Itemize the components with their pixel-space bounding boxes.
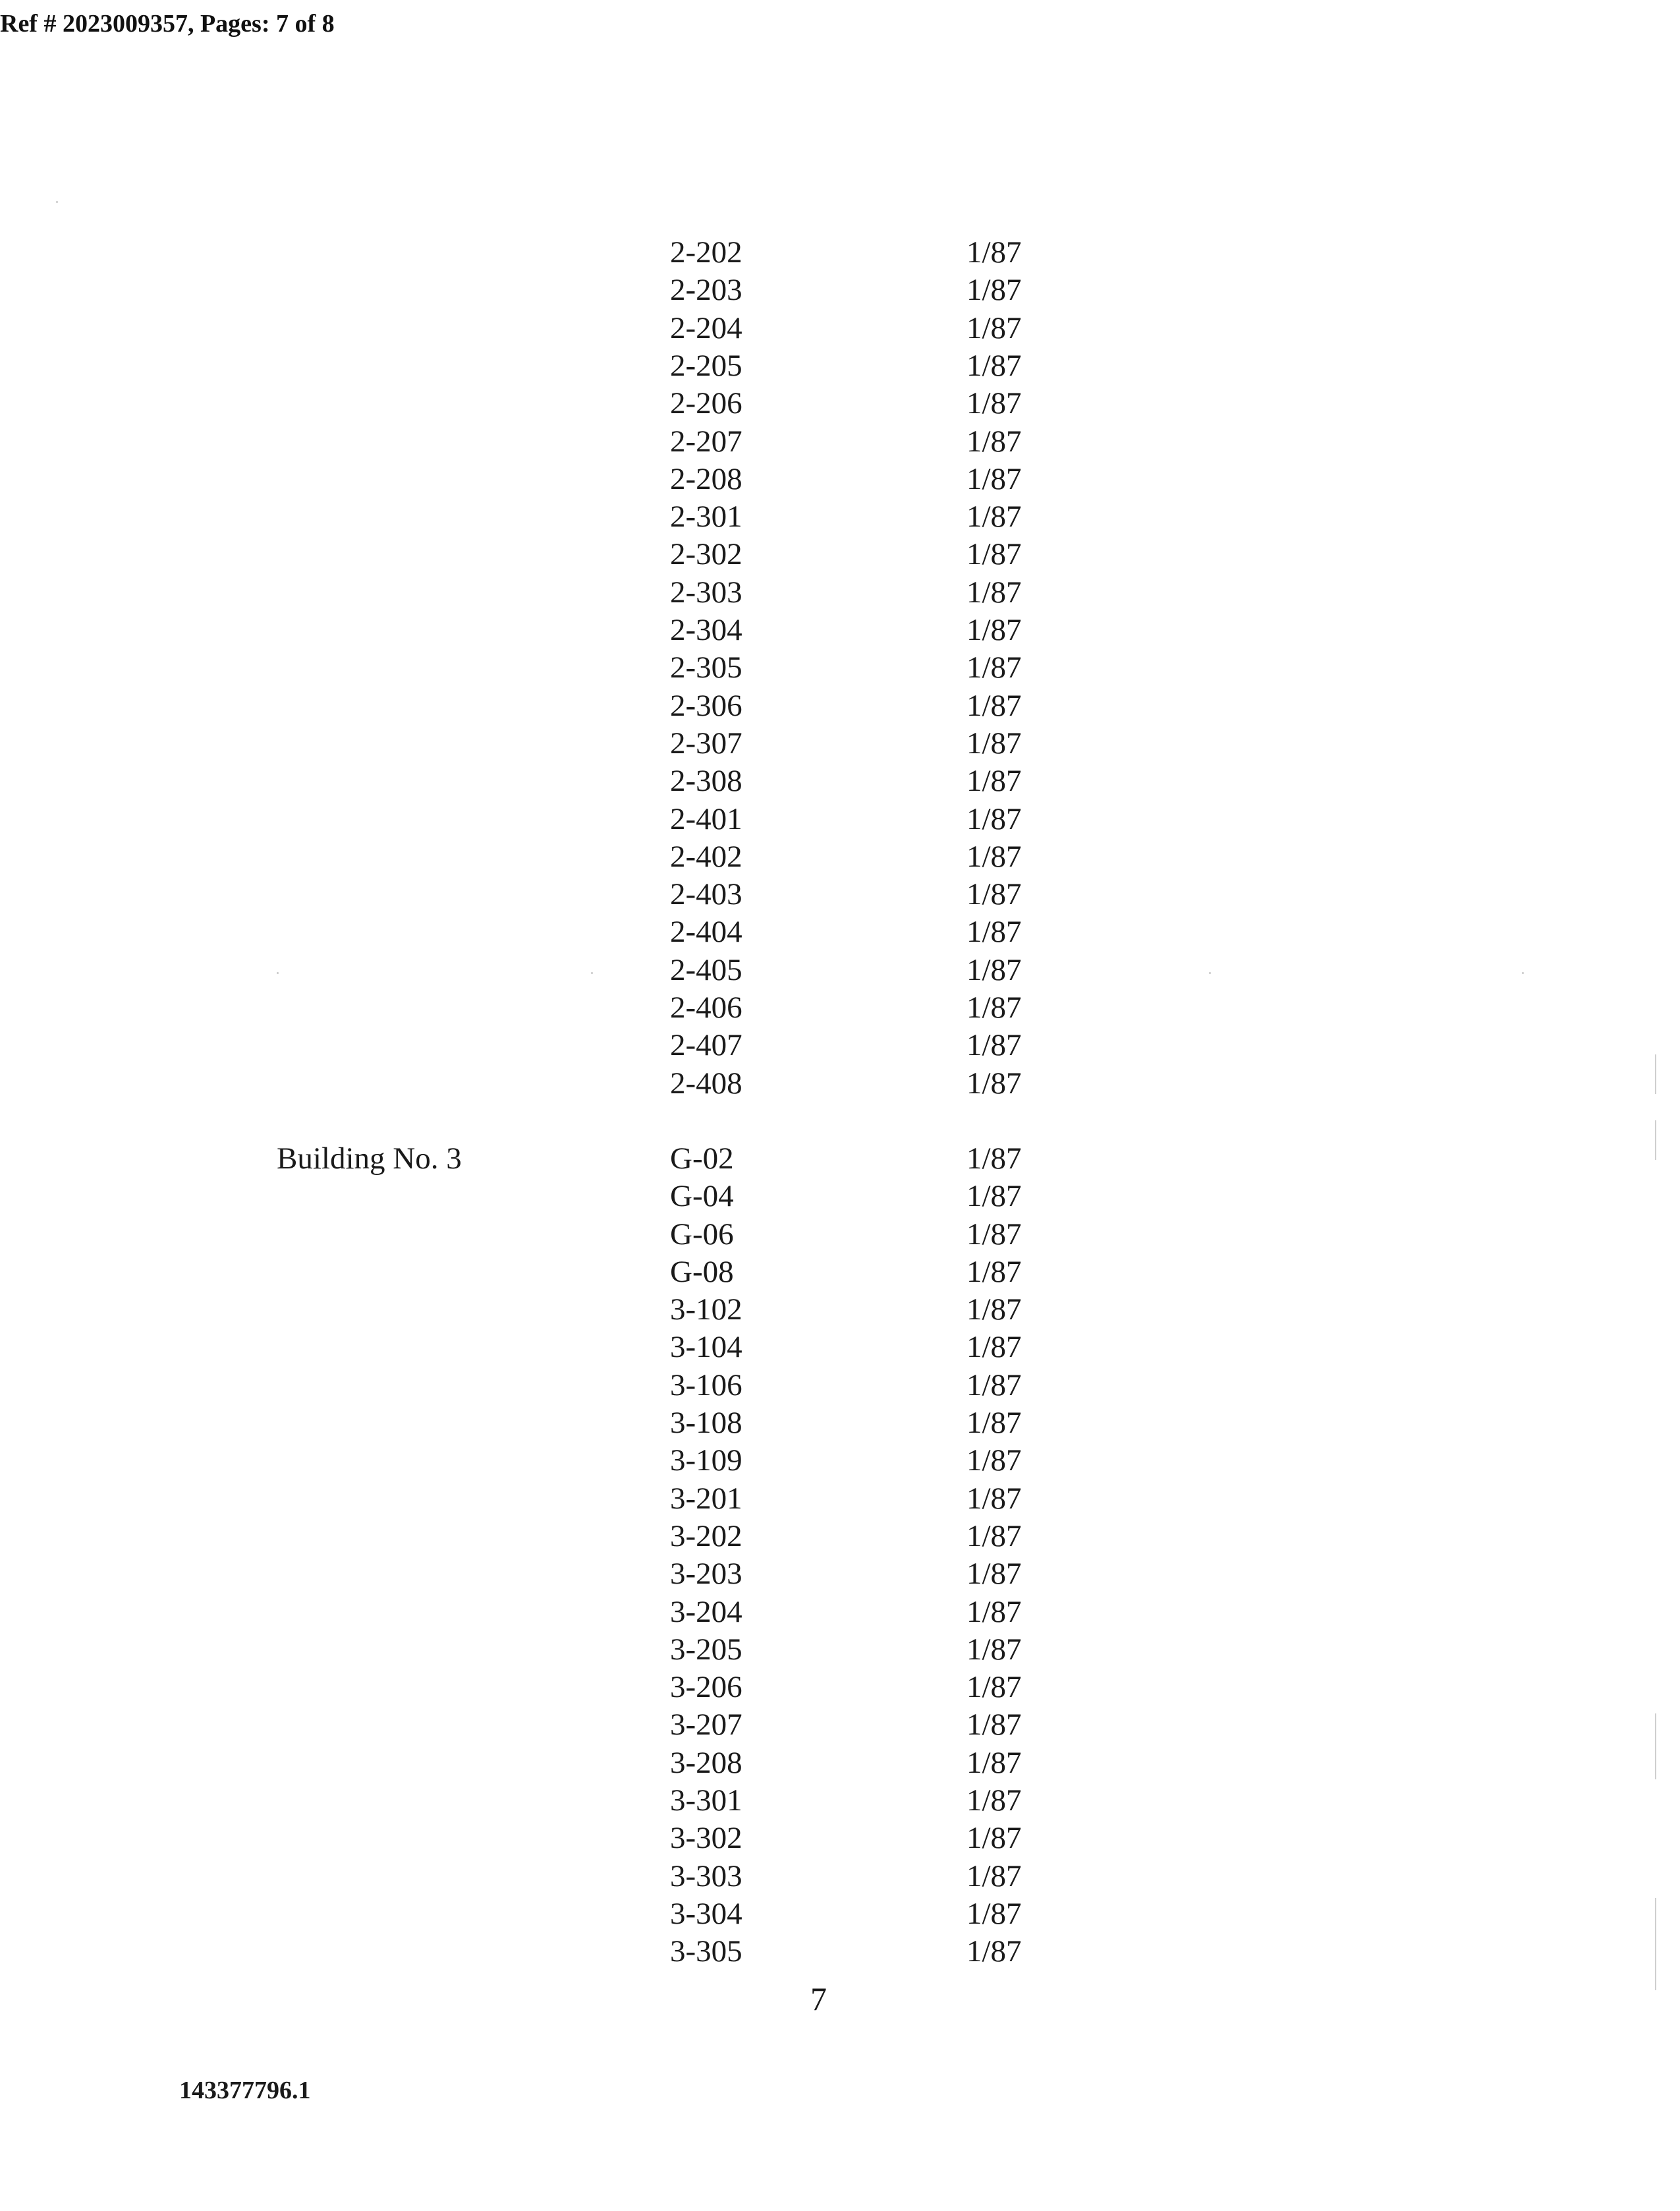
ownership-share: 1/87 (966, 424, 1022, 459)
document-reference-header: Ref # 2023009357, Pages: 7 of 8 (0, 10, 335, 38)
unit-number: 2-405 (670, 952, 742, 987)
table-row (0, 1404, 1318, 1442)
ownership-share: 1/87 (966, 1179, 1022, 1214)
unit-number: G-06 (670, 1217, 734, 1251)
unit-number: 2-308 (670, 764, 742, 799)
table-row (0, 1744, 1318, 1782)
table-row (0, 1178, 1318, 1215)
building-label: Building No. 3 (277, 1141, 462, 1176)
ownership-share: 1/87 (966, 1708, 1022, 1742)
table-row (0, 1027, 1318, 1064)
ownership-share: 1/87 (966, 952, 1022, 987)
table-row (0, 1442, 1318, 1479)
unit-number: 2-408 (670, 1066, 742, 1101)
table-row (0, 876, 1318, 913)
table-row (0, 649, 1318, 687)
scan-artifact (1209, 972, 1211, 974)
unit-number: 3-302 (670, 1821, 742, 1856)
ownership-share: 1/87 (966, 1594, 1022, 1629)
ownership-share: 1/87 (966, 650, 1022, 685)
ownership-share: 1/87 (966, 1141, 1022, 1176)
ownership-share: 1/87 (966, 764, 1022, 799)
unit-number: 2-207 (670, 424, 742, 459)
unit-number: 2-206 (670, 386, 742, 421)
unit-number: 2-203 (670, 273, 742, 308)
ownership-share: 1/87 (966, 1367, 1022, 1402)
ownership-share: 1/87 (966, 235, 1022, 270)
scan-artifact (591, 972, 593, 974)
table-row (0, 612, 1318, 649)
table-row (0, 1518, 1318, 1555)
unit-number: 2-303 (670, 575, 742, 610)
table-row (0, 423, 1318, 461)
table-row (0, 1329, 1318, 1366)
ownership-share: 1/87 (966, 537, 1022, 572)
scan-artifact (56, 201, 58, 203)
table-row (0, 1858, 1318, 1895)
ownership-share: 1/87 (966, 1745, 1022, 1780)
table-row (0, 1782, 1318, 1820)
unit-number: 3-203 (670, 1557, 742, 1592)
table-row (0, 536, 1318, 573)
ownership-share: 1/87 (966, 877, 1022, 912)
scan-artifact (1655, 1120, 1656, 1160)
table-row (0, 1820, 1318, 1857)
ownership-share: 1/87 (966, 1858, 1022, 1893)
unit-number: 3-104 (670, 1330, 742, 1365)
unit-number: 3-109 (670, 1443, 742, 1478)
ownership-share: 1/87 (966, 500, 1022, 534)
page-number: 7 (810, 1980, 827, 2017)
ownership-share: 1/87 (966, 613, 1022, 647)
unit-number: 2-302 (670, 537, 742, 572)
unit-number: 2-404 (670, 915, 742, 950)
unit-number: 3-102 (670, 1292, 742, 1327)
unit-number: 3-207 (670, 1708, 742, 1742)
table-row (0, 1555, 1318, 1593)
ownership-share: 1/87 (966, 726, 1022, 761)
unit-number: 3-202 (670, 1518, 742, 1553)
unit-number: 2-401 (670, 801, 742, 836)
scan-artifact (277, 972, 279, 974)
unit-number: 2-306 (670, 688, 742, 723)
ownership-share: 1/87 (966, 273, 1022, 308)
ownership-share: 1/87 (966, 1783, 1022, 1818)
table-row (0, 1669, 1318, 1706)
ownership-share: 1/87 (966, 1066, 1022, 1101)
unit-number: 2-202 (670, 235, 742, 270)
table-row (0, 234, 1318, 272)
ownership-share: 1/87 (966, 310, 1022, 345)
table-row (0, 272, 1318, 309)
ownership-share: 1/87 (966, 1443, 1022, 1478)
unit-number: 2-205 (670, 348, 742, 383)
table-row (0, 347, 1318, 385)
unit-number: 3-305 (670, 1934, 742, 1969)
ownership-share: 1/87 (966, 1217, 1022, 1251)
table-row (0, 1594, 1318, 1631)
unit-number: G-04 (670, 1179, 734, 1214)
document-id: 143377796.1 (179, 2077, 311, 2104)
unit-number: 3-205 (670, 1632, 742, 1667)
unit-number: 3-303 (670, 1858, 742, 1893)
scan-artifact (1522, 972, 1524, 974)
ownership-share: 1/87 (966, 688, 1022, 723)
unit-number: 3-108 (670, 1406, 742, 1440)
table-row (0, 913, 1318, 951)
unit-number: 3-204 (670, 1594, 742, 1629)
table-row (0, 1291, 1318, 1329)
table-row (0, 1065, 1318, 1103)
ownership-share: 1/87 (966, 1670, 1022, 1705)
ownership-share: 1/87 (966, 839, 1022, 874)
ownership-share: 1/87 (966, 991, 1022, 1025)
unit-number: 3-201 (670, 1481, 742, 1516)
table-row (0, 1631, 1318, 1669)
table-row (0, 498, 1318, 536)
ownership-share: 1/87 (966, 1254, 1022, 1289)
table-row (0, 801, 1318, 838)
ownership-share: 1/87 (966, 915, 1022, 950)
ownership-share: 1/87 (966, 1557, 1022, 1592)
table-row (0, 574, 1318, 612)
ownership-share: 1/87 (966, 1481, 1022, 1516)
unit-number: 2-204 (670, 310, 742, 345)
scan-artifact (1655, 1898, 1656, 1990)
unit-number: 3-304 (670, 1896, 742, 1931)
table-row (0, 838, 1318, 876)
unit-number: 2-301 (670, 500, 742, 534)
unit-number: 2-402 (670, 839, 742, 874)
ownership-share: 1/87 (966, 1632, 1022, 1667)
table-row (0, 1480, 1318, 1518)
scan-artifact (1655, 1054, 1656, 1094)
table-row (0, 385, 1318, 422)
ownership-share: 1/87 (966, 348, 1022, 383)
unit-number: 2-305 (670, 650, 742, 685)
unit-number: 3-206 (670, 1670, 742, 1705)
unit-number: 3-301 (670, 1783, 742, 1818)
table-row (0, 687, 1318, 725)
table-row (0, 1216, 1318, 1253)
unit-number: 2-406 (670, 991, 742, 1025)
table-row (0, 1140, 1318, 1178)
unit-number: G-08 (670, 1254, 734, 1289)
table-row (0, 952, 1318, 989)
ownership-share: 1/87 (966, 1821, 1022, 1856)
ownership-share: 1/87 (966, 575, 1022, 610)
unit-number: 2-307 (670, 726, 742, 761)
table-row (0, 310, 1318, 347)
table-row (0, 1933, 1318, 1970)
ownership-share: 1/87 (966, 1934, 1022, 1969)
ownership-share: 1/87 (966, 1896, 1022, 1931)
ownership-share: 1/87 (966, 1292, 1022, 1327)
unit-number: 2-304 (670, 613, 742, 647)
table-row (0, 725, 1318, 762)
table-row (0, 1895, 1318, 1933)
unit-number: 2-403 (670, 877, 742, 912)
unit-number: G-02 (670, 1141, 734, 1176)
ownership-share: 1/87 (966, 1518, 1022, 1553)
unit-number: 2-407 (670, 1028, 742, 1063)
ownership-share: 1/87 (966, 801, 1022, 836)
table-row (0, 762, 1318, 800)
table-row (0, 1253, 1318, 1291)
table-row (0, 1367, 1318, 1404)
unit-number: 3-106 (670, 1367, 742, 1402)
ownership-share: 1/87 (966, 1330, 1022, 1365)
ownership-share: 1/87 (966, 461, 1022, 496)
table-row (0, 461, 1318, 498)
unit-number: 2-208 (670, 461, 742, 496)
table-row (0, 1706, 1318, 1744)
table-row (0, 989, 1318, 1027)
ownership-share: 1/87 (966, 1028, 1022, 1063)
unit-number: 3-208 (670, 1745, 742, 1780)
scan-artifact (1655, 1713, 1656, 1779)
ownership-share: 1/87 (966, 1406, 1022, 1440)
ownership-share: 1/87 (966, 386, 1022, 421)
